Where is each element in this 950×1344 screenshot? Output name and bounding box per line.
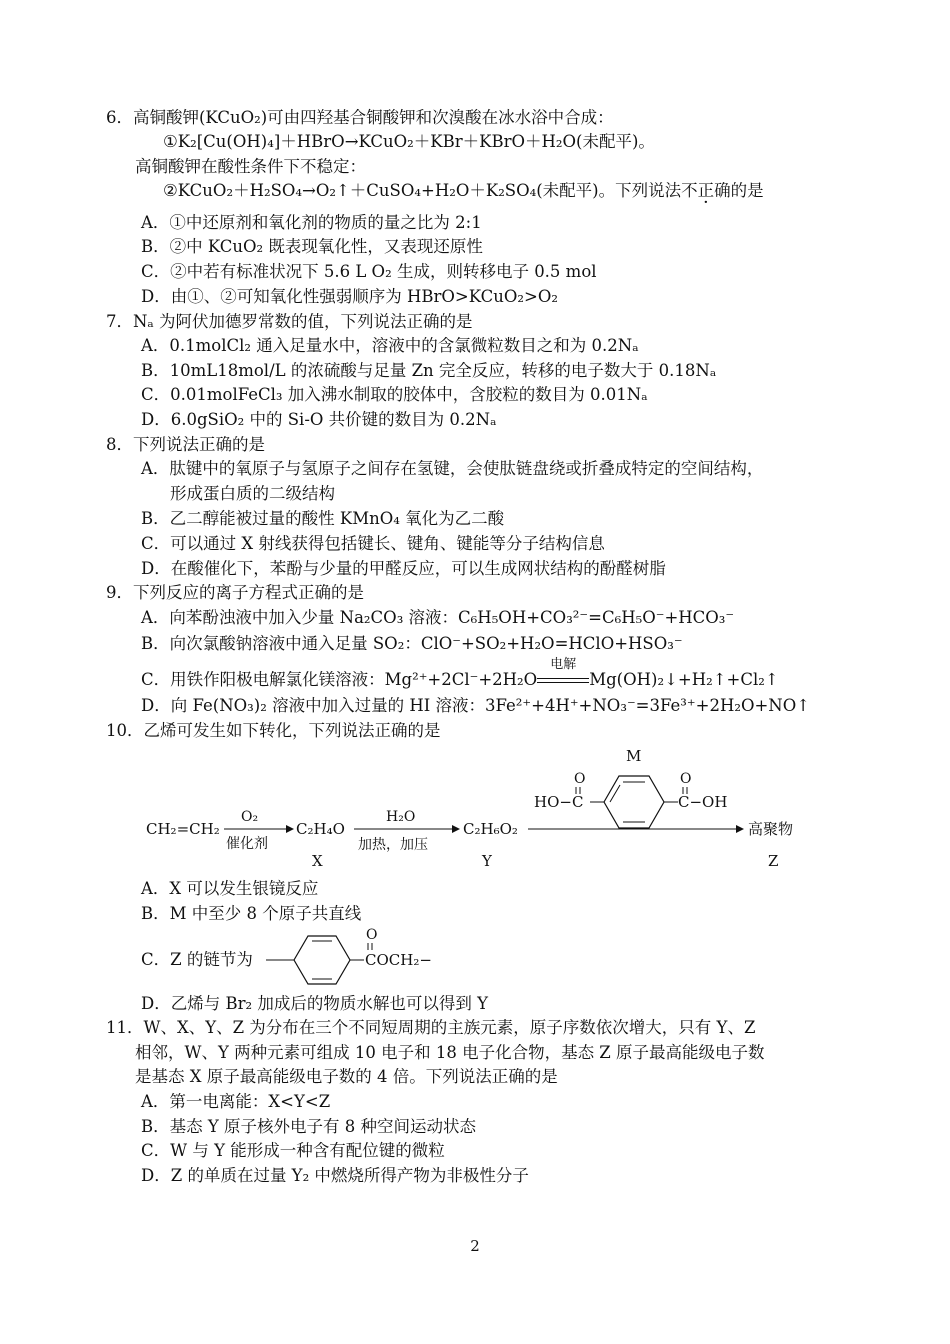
scheme-x-formula: C₂H₄O [296, 820, 345, 838]
q9-option-d: D．向 Fe(NO₃)₂ 溶液中加入过量的 HI 溶液：3Fe²⁺+4H⁺+NO₃⁻=3Fe³⁺+2H₂O+NO↑ [141, 696, 811, 715]
scheme-m-left: HO−C [534, 793, 584, 811]
q11-option-b: B．基态 Y 原子核外电子有 8 种空间运动状态 [141, 1117, 476, 1136]
q6-note: 高铜酸钾在酸性条件下不稳定： [135, 157, 366, 176]
q8-option-c: C．可以通过 X 射线获得包括键长、键角、键能等分子结构信息 [141, 534, 605, 553]
struct-benzene-ring [294, 936, 350, 984]
q11-stem-line2: 相邻，W、Y 两种元素可组成 10 电子和 18 电子化合物，基态 Z 原子最高能级电子数 [135, 1043, 765, 1062]
page-number: 2 [470, 1237, 480, 1255]
scheme-o2: O₂ [241, 809, 259, 825]
q6-option-d: D．由①、②可知氧化性强弱顺序为 HBrO>KCuO₂>O₂ [141, 287, 558, 306]
struct-tail: COCH₂− [365, 951, 432, 969]
scheme-arrow-2-head [452, 825, 460, 833]
q6-option-a: A．①中还原剂和氧化剂的物质的量之比为 2:1 [141, 213, 482, 232]
q10-reaction-scheme [0, 740, 950, 880]
scheme-y-formula: C₂H₆O₂ [463, 820, 518, 838]
q9-option-b: B．向次氯酸钠溶液中通入足量 SO₂：ClO⁻+SO₂+H₂O=HClO+HSO₃⁻ [141, 634, 683, 653]
q11-stem-line3: 是基态 X 原子最高能级电子数的 4 倍。下列说法正确的是 [135, 1067, 558, 1086]
q11-option-d: D．Z 的单质在过量 Y₂ 中燃烧所得产物为非极性分子 [141, 1166, 529, 1185]
q6-equation-2-end: 的是 [730, 181, 764, 200]
q6-option-c: C．②中若有标准状况下 5.6 L O₂ 生成，则转移电子 0.5 mol [141, 262, 597, 281]
scheme-arrow-3-head [736, 825, 744, 833]
q6-stem: 6．高铜酸钾(KCuO₂)可由四羟基合铜酸钾和次溴酸在冰水浴中合成： [106, 108, 614, 127]
q9-electrolysis-label: 电解 [550, 657, 577, 672]
q6-equation-2 [163, 180, 764, 202]
scheme-m-ring-db-3 [610, 785, 620, 802]
q8-option-a-line2: 形成蛋白质的二级结构 [170, 484, 335, 503]
scheme-ethylene: CH₂=CH₂ [146, 820, 220, 838]
scheme-x-label: X [312, 852, 323, 870]
q10-option-c-structure [262, 922, 462, 992]
q7-option-c: C．0.01molFeCl₃ 加入沸水制取的胶体中，含胶粒的数目为 0.01Nₐ [141, 385, 648, 404]
q9-electrolysis-arrow [537, 657, 589, 691]
q6-emphasis: 不正确 [681, 181, 731, 200]
q10-option-c-prefix: C．Z 的链节为 [141, 950, 253, 969]
scheme-m-o-right: O [680, 771, 692, 787]
q6-equation-1: ①K₂[Cu(OH)₄]＋HBrO→KCuO₂＋KBr＋KBrO＋H₂O(未配平)。 [163, 132, 655, 151]
scheme-m-right: C−OH [678, 793, 728, 811]
q10-stem: 10．乙烯可发生如下转化，下列说法正确的是 [106, 721, 441, 740]
q8-option-a-line1: A．肽键中的氧原子与氢原子之间存在氢键，会使肽链盘绕或折叠成特定的空间结构， [141, 459, 764, 478]
q10-option-a: A．X 可以发生银镜反应 [141, 879, 319, 898]
q11-option-c: C．W 与 Y 能形成一种含有配位键的微粒 [141, 1141, 445, 1160]
scheme-conditions: 加热，加压 [358, 837, 428, 853]
scheme-h2o: H₂O [386, 809, 416, 825]
q6-equation-2-text: ②KCuO₂＋H₂SO₄→O₂↑＋CuSO₄+H₂O＋K₂SO₄(未配平)。下列说法 [163, 181, 682, 200]
struct-carbonyl-o: O [366, 927, 378, 943]
q11-stem-line1: 11．W、X、Y、Z 为分布在三个不同短周期的主族元素，原子序数依次增大，只有 Y、Z [106, 1018, 756, 1037]
scheme-catalyst: 催化剂 [226, 836, 268, 852]
q9-option-c [141, 657, 779, 691]
scheme-z-label: Z [768, 852, 779, 870]
q8-option-b: B．乙二醇能被过量的酸性 KMnO₄ 氧化为乙二酸 [141, 509, 505, 528]
q7-option-d: D．6.0gSiO₂ 中的 Si-O 共价键的数目为 0.2Nₐ [141, 410, 497, 429]
scheme-arrow-1-head [286, 825, 294, 833]
scheme-polymer: 高聚物 [748, 820, 794, 838]
q10-option-b: B．M 中至少 8 个原子共直线 [141, 904, 362, 923]
q8-option-d: D．在酸催化下，苯酚与少量的甲醛反应，可以生成网状结构的酚醛树脂 [141, 559, 666, 578]
scheme-y-label: Y [482, 852, 492, 870]
scheme-m-label: M [626, 747, 642, 765]
q9-option-c-right: Mg(OH)₂↓+H₂↑+Cl₂↑ [589, 670, 779, 689]
q11-option-a: A．第一电离能：X<Y<Z [141, 1092, 331, 1111]
scheme-m-benzene-ring [604, 776, 664, 828]
scheme-m-o-left: O [574, 771, 586, 787]
q7-option-a: A．0.1molCl₂ 通入足量水中，溶液中的含氯微粒数目之和为 0.2Nₐ [141, 336, 639, 355]
q7-option-b: B．10mL18mol/L 的浓硫酸与足量 Zn 完全反应，转移的电子数大于 0.18Nₐ [141, 361, 717, 380]
q9-option-c-left: C．用铁作阳极电解氯化镁溶液：Mg²⁺+2Cl⁻+2H₂O [141, 670, 538, 689]
q8-stem: 8．下列说法正确的是 [106, 435, 265, 454]
q7-stem: 7．Nₐ 为阿伏加德罗常数的值，下列说法正确的是 [106, 312, 473, 331]
q9-option-a: A．向苯酚浊液中加入少量 Na₂CO₃ 溶液：C₆H₅OH+CO₃²⁻=C₆H₅O⁻+HCO₃⁻ [141, 608, 735, 627]
q6-option-b: B．②中 KCuO₂ 既表现氧化性，又表现还原性 [141, 237, 483, 256]
q10-option-d: D．乙烯与 Br₂ 加成后的物质水解也可以得到 Y [141, 994, 488, 1013]
q9-stem: 9．下列反应的离子方程式正确的是 [106, 583, 364, 602]
